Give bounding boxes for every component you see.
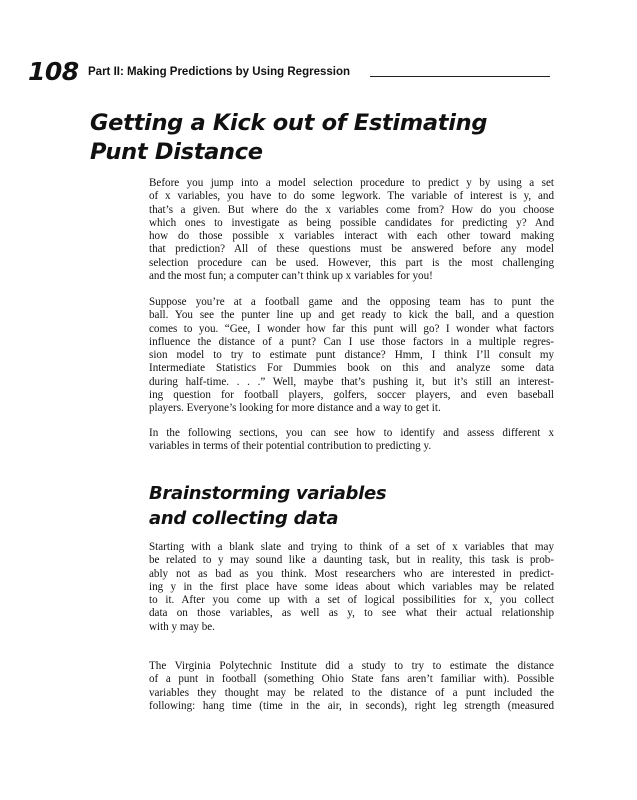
- body-paragraph: [149, 427, 554, 454]
- page-number: 108: [28, 57, 79, 86]
- text-line: sion model to try to estimate punt distance? Hmm, I think I’ll consult my: [149, 349, 554, 361]
- text-line: be related to y may sound like a daunting task, but in reality, this task is prob-: [149, 554, 554, 567]
- header-rule: [370, 76, 550, 77]
- section-title-line: Getting a Kick out of Estimating: [90, 110, 488, 136]
- text-line: The Virginia Polytechnic Institute did a study to try to estimate the distance: [149, 660, 554, 672]
- text-line: data on those variables, as well as y, to see what their actual relationship: [149, 607, 554, 620]
- running-head: Part II: Making Predictions by Using Regression: [88, 66, 351, 78]
- text-line: selection procedure can be used. However, this part is the most challenging: [149, 256, 554, 269]
- text-line: which ones to investigate as being possible candidates for predicting y? And: [149, 216, 554, 229]
- subsection-title: [149, 481, 386, 531]
- text-line: Starting with a blank slate and trying to think of a set of x variables that may: [149, 541, 554, 553]
- text-line: with y may be.: [149, 620, 215, 633]
- body-paragraph: [149, 296, 554, 415]
- text-line: Intermediate Statistics For Dummies book on this and analyze some data: [149, 362, 554, 375]
- text-line: Suppose you’re at a football game and the opposing team has to punt the: [149, 296, 554, 308]
- text-line: during half-time. . . .” Well, maybe that’s pushing it, but it’s still an interest-: [149, 375, 554, 388]
- text-line: that’s a given. But where do the x variables come from? How do you choose: [149, 203, 554, 216]
- subsection-title-line: Brainstorming variables: [149, 483, 387, 504]
- text-line: to it. After you come up with a set of logical possibilities for x, you collect: [149, 594, 554, 606]
- body-paragraph: [149, 177, 554, 283]
- text-line: ing question for football players, golfers, soccer players, and even baseball: [149, 388, 554, 401]
- text-line: of x variables, you have to do some legwork. The variable of interest is y, and: [149, 190, 554, 203]
- text-line: Before you jump into a model selection procedure to predict y by using a set: [149, 177, 554, 189]
- body-paragraph: [149, 541, 554, 634]
- text-line: influence the distance of a punt? Can I use those factors in a multiple regres-: [149, 335, 554, 348]
- body-paragraph: [149, 660, 554, 713]
- text-line: of a punt in football (something Ohio State fans aren’t familiar with). Possible: [149, 673, 554, 686]
- text-line: that prediction? All of these questions must be answered before any model: [149, 243, 554, 256]
- section-title-line: Punt Distance: [90, 139, 263, 165]
- text-line: ball. You see the punter line up and get ready to kick the ball, and a question: [149, 309, 554, 322]
- text-line: variables in terms of their potential contribution to predicting y.: [149, 440, 432, 453]
- section-title: [90, 109, 487, 167]
- text-line: ably not as bad as you think. Most researchers who are interested in predict-: [149, 567, 554, 580]
- page-header: [28, 57, 552, 87]
- text-line: ing y in the first place have some ideas about which variables may be related: [149, 580, 554, 593]
- text-line: following: hang time (time in the air, in seconds), right leg strength (measured: [149, 699, 554, 712]
- text-line: comes to you. “Gee, I wonder how far this punt will go? I wonder what factors: [149, 322, 554, 335]
- text-line: variables they thought may be related to the distance of a punt included the: [149, 686, 554, 699]
- text-line: In the following sections, you can see how to identify and assess different x: [149, 427, 554, 439]
- text-line: how do those possible x variables interact with each other toward making: [149, 230, 554, 242]
- text-line: players. Everyone’s looking for more distance and a way to get it.: [149, 402, 441, 414]
- subsection-title-line: and collecting data: [149, 508, 339, 529]
- text-line: and the most fun; a computer can’t think up x variables for you!: [149, 269, 433, 282]
